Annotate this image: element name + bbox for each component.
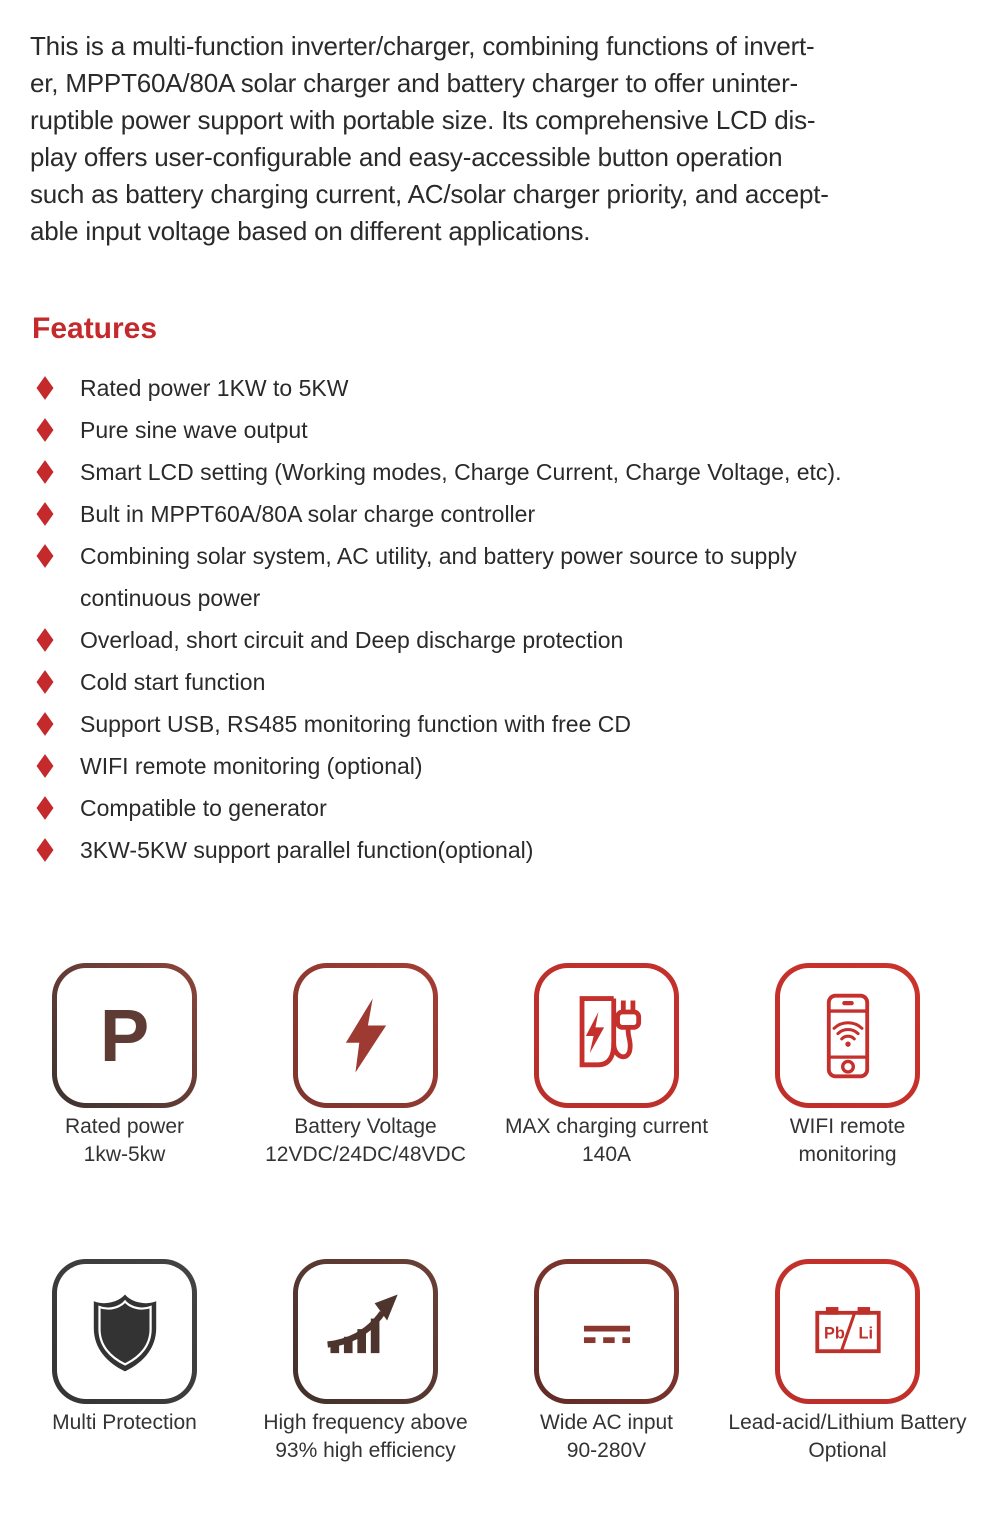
- card-inner: [539, 968, 674, 1103]
- card-high-frequency: [263, 1259, 468, 1462]
- intro-line: play offers user-configurable and easy-accessible button operation: [30, 142, 783, 172]
- card-max-charging-current: [504, 963, 709, 1166]
- diamond-bullet-icon: [37, 544, 54, 568]
- card-frame: [534, 1259, 679, 1404]
- battery-voltage-lightning-icon: [318, 988, 414, 1084]
- feature-item: [36, 535, 841, 577]
- card-label: [698, 1409, 998, 1465]
- card-inner: [57, 1264, 192, 1399]
- features-heading: Features: [32, 312, 158, 345]
- bullet-box: [36, 424, 80, 436]
- bullet-box: [36, 550, 80, 562]
- wifi-remote-monitoring-icon: [800, 988, 896, 1084]
- card-inner: [57, 968, 192, 1103]
- card-label-line: Lead-acid/Lithium Battery: [728, 1411, 967, 1434]
- feature-item: [36, 703, 841, 745]
- feature-item: [36, 451, 841, 493]
- feature-text: 3KW-5KW support parallel function(optional): [80, 836, 534, 863]
- card-frame: [52, 963, 197, 1108]
- bullet-box: [36, 802, 80, 814]
- card-inner: [780, 968, 915, 1103]
- card-frame: [52, 1259, 197, 1404]
- card-frame: [293, 963, 438, 1108]
- diamond-bullet-icon: [37, 460, 54, 484]
- feature-text: Overload, short circuit and Deep discharge protection: [80, 626, 624, 653]
- bullet-box: [36, 382, 80, 394]
- intro-line: such as battery charging current, AC/solar charger priority, and accept-: [30, 179, 829, 209]
- card-wide-ac-input: [534, 1259, 679, 1462]
- feature-text: Pure sine wave output: [80, 416, 308, 443]
- card-frame: [534, 963, 679, 1108]
- bullet-box: [36, 718, 80, 730]
- feature-text: Cold start function: [80, 668, 266, 695]
- intro-line: able input voltage based on different applications.: [30, 216, 591, 246]
- card-label-line: 93% high efficiency: [275, 1439, 456, 1462]
- feature-text: Bult in MPPT60A/80A solar charge controller: [80, 500, 536, 527]
- card-label: [698, 1113, 998, 1169]
- intro-line: This is a multi-function inverter/charger, combining functions of invert-: [30, 31, 815, 61]
- feature-text: Combining solar system, AC utility, and battery power source to supply: [80, 542, 797, 569]
- diamond-bullet-icon: [37, 502, 54, 526]
- card-label-line: 140A: [581, 1143, 632, 1166]
- card-label-line: 90-280V: [566, 1439, 647, 1462]
- diamond-bullet-icon: [37, 712, 54, 736]
- feature-text: Support USB, RS485 monitoring function with free CD: [80, 710, 631, 737]
- intro-paragraph: [30, 28, 829, 250]
- feature-cards-row-2: [52, 1259, 967, 1462]
- rated-power-icon: P: [99, 993, 150, 1077]
- max-charging-current-icon: [559, 988, 655, 1084]
- card-multi-protection: [52, 1259, 197, 1434]
- bullet-box: [36, 676, 80, 688]
- card-battery-voltage: [265, 963, 466, 1166]
- feature-text: WIFI remote monitoring (optional): [80, 752, 423, 779]
- feature-item: [36, 661, 841, 703]
- high-frequency-growth-icon: [318, 1284, 414, 1380]
- features-list: [36, 367, 841, 871]
- multi-protection-shield-icon: [77, 1284, 173, 1380]
- feature-text: Smart LCD setting (Working modes, Charge Current, Charge Voltage, etc).: [80, 458, 842, 485]
- feature-item: [36, 409, 841, 451]
- card-inner: [298, 1264, 433, 1399]
- diamond-bullet-icon: [37, 796, 54, 820]
- card-label-line: Wide AC input: [539, 1411, 674, 1434]
- feature-text: continuous power: [80, 584, 261, 611]
- feature-item-continuation: [36, 577, 841, 619]
- intro-line: ruptible power support with portable size. Its comprehensive LCD dis-: [30, 105, 816, 135]
- diamond-bullet-icon: [37, 838, 54, 862]
- card-label-line: High frequency above: [263, 1411, 468, 1434]
- card-label-line: WIFI remote: [789, 1115, 906, 1138]
- card-label-line: Rated power: [64, 1115, 185, 1138]
- pb-label: Pb: [823, 1324, 845, 1343]
- lead-acid-lithium-battery-icon: [800, 1284, 896, 1380]
- card-label-line: MAX charging current: [504, 1115, 709, 1138]
- card-label-line: monitoring: [798, 1143, 897, 1166]
- feature-item: [36, 493, 841, 535]
- feature-item: [36, 619, 841, 661]
- card-label-line: 1kw-5kw: [83, 1143, 166, 1166]
- li-label: Li: [858, 1324, 873, 1343]
- diamond-bullet-icon: [37, 670, 54, 694]
- card-wifi-remote-monitoring: [775, 963, 920, 1166]
- feature-item: [36, 787, 841, 829]
- diamond-bullet-icon: [37, 628, 54, 652]
- card-label-line: Multi Protection: [52, 1411, 197, 1434]
- feature-item: [36, 745, 841, 787]
- intro-line: er, MPPT60A/80A solar charger and battery charger to offer uninter-: [30, 68, 798, 98]
- card-frame: [775, 963, 920, 1108]
- card-inner: [539, 1264, 674, 1399]
- feature-item: [36, 829, 841, 871]
- card-label-line: Optional: [808, 1439, 887, 1462]
- feature-text: Compatible to generator: [80, 794, 327, 821]
- card-frame: [293, 1259, 438, 1404]
- card-label-line: 12VDC/24DC/48VDC: [265, 1143, 466, 1166]
- bullet-box: [36, 844, 80, 856]
- card-label-line: Battery Voltage: [294, 1115, 437, 1138]
- card-inner: [780, 1264, 915, 1399]
- feature-item: [36, 367, 841, 409]
- wide-ac-input-icon: [559, 1284, 655, 1380]
- card-rated-power: [52, 963, 197, 1166]
- diamond-bullet-icon: [37, 418, 54, 442]
- diamond-bullet-icon: [37, 376, 54, 400]
- bullet-box: [36, 466, 80, 478]
- bullet-box: [36, 592, 80, 604]
- feature-text: Rated power 1KW to 5KW: [80, 374, 349, 401]
- card-frame: [775, 1259, 920, 1404]
- bullet-box: [36, 634, 80, 646]
- feature-cards-row-1: [52, 963, 920, 1166]
- bullet-box: [36, 508, 80, 520]
- card-inner: [298, 968, 433, 1103]
- diamond-bullet-icon: [37, 754, 54, 778]
- card-battery-optional: [728, 1259, 967, 1462]
- bullet-box: [36, 760, 80, 772]
